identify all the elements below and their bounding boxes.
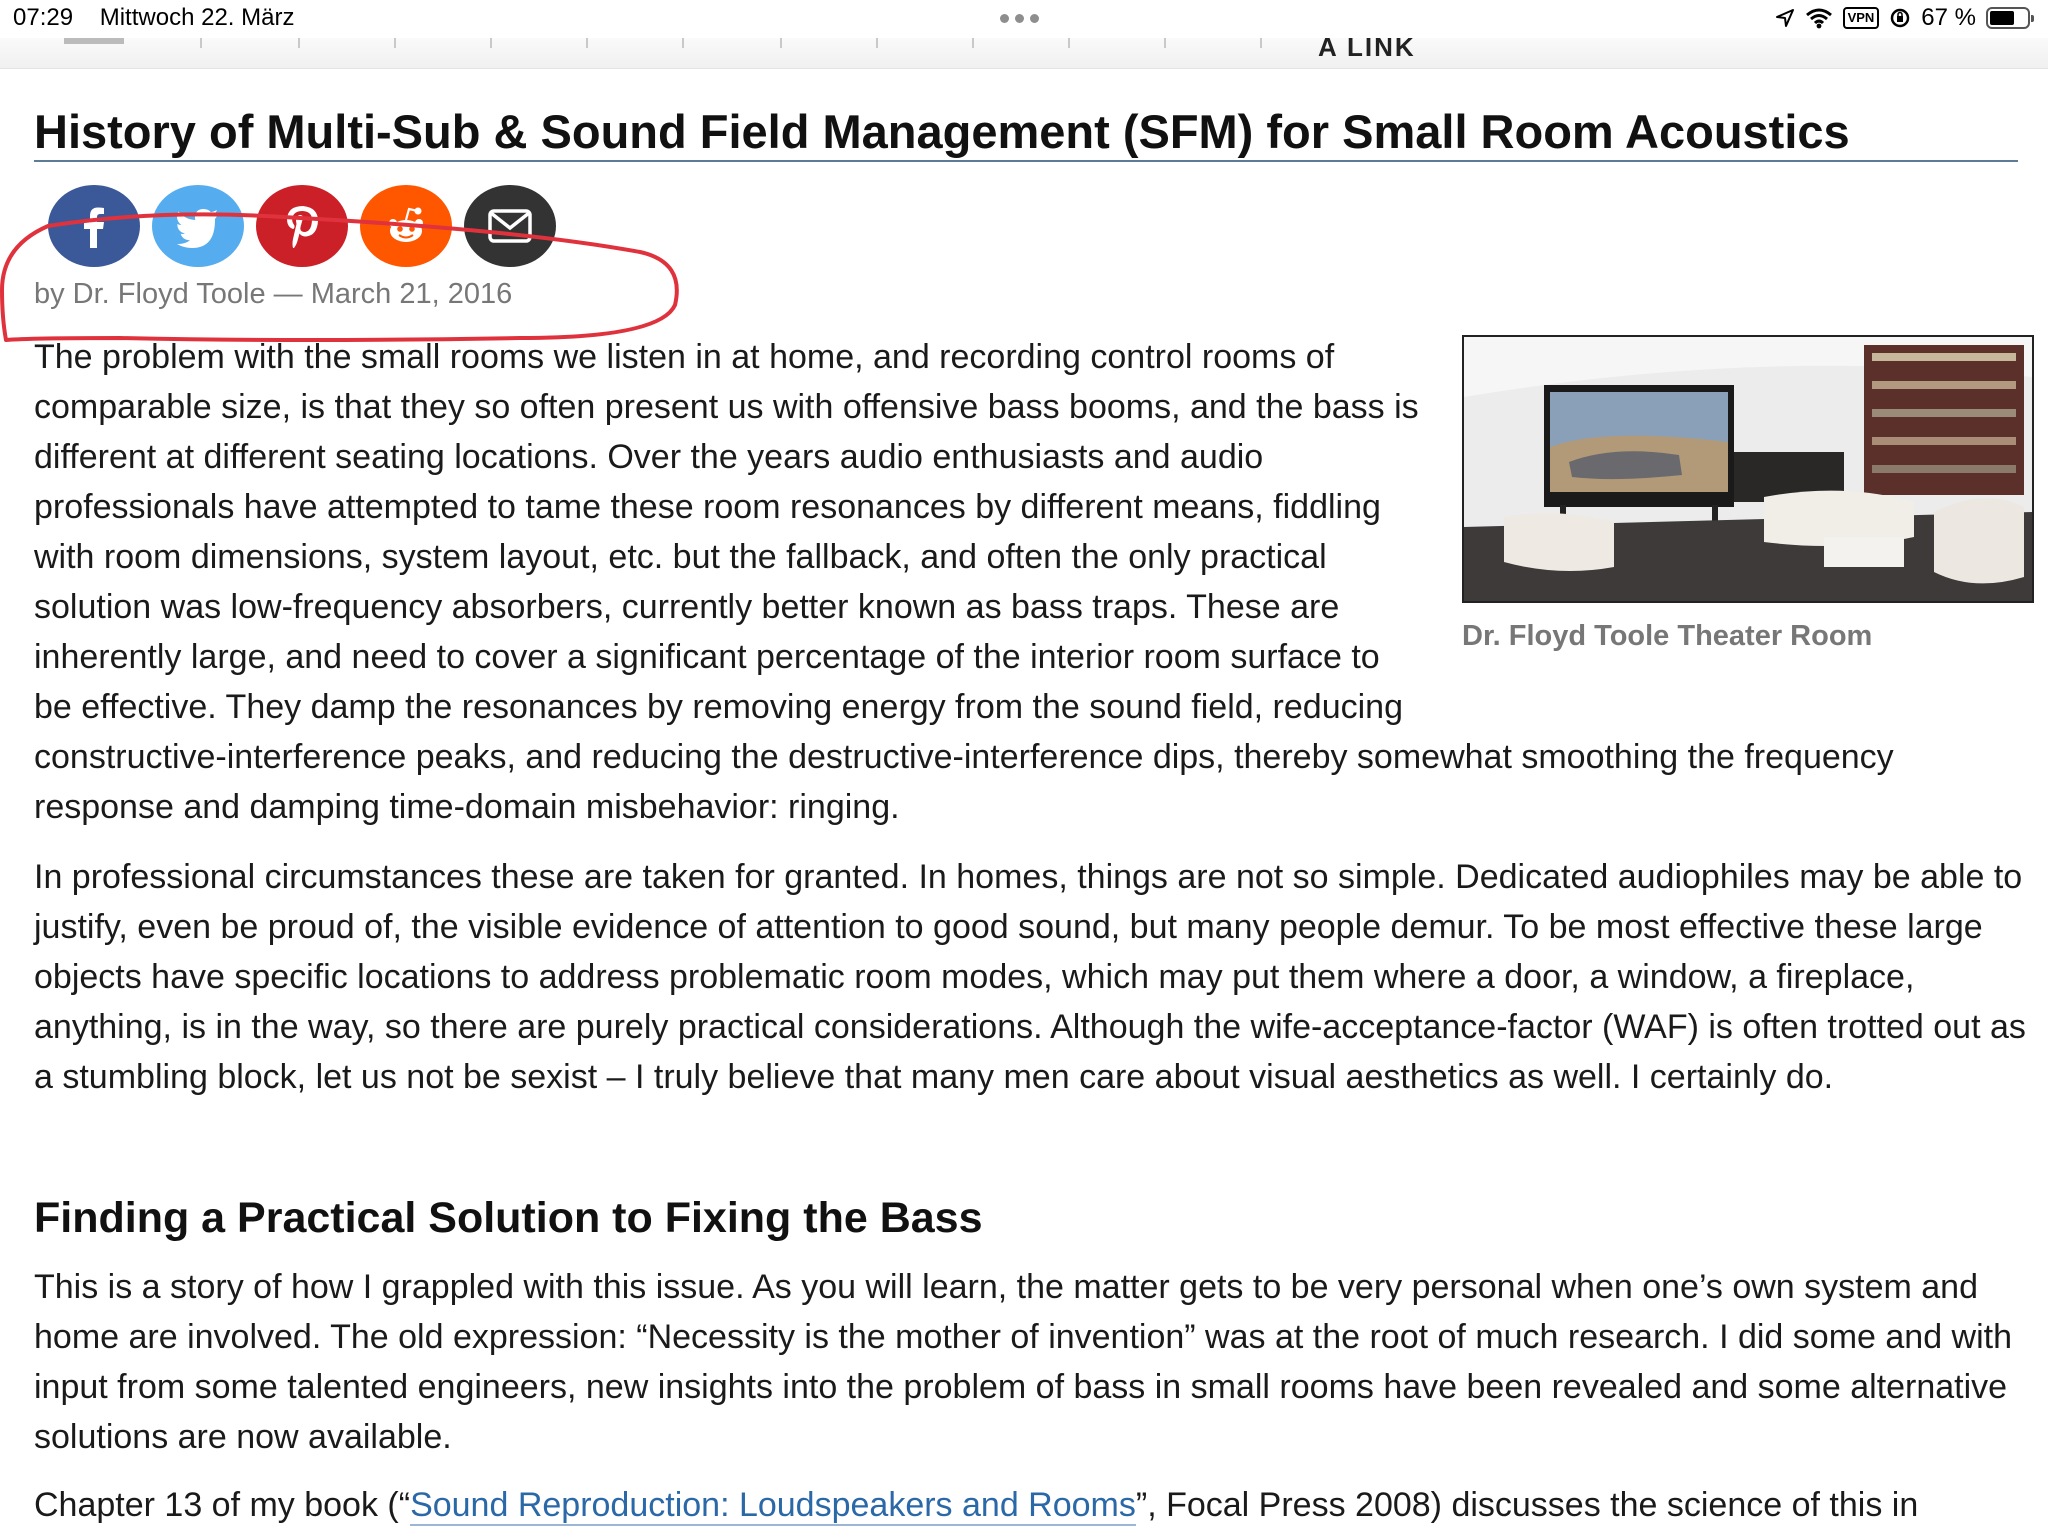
battery-percent: 67 %	[1921, 4, 1976, 31]
status-date: Mittwoch 22. März	[99, 4, 295, 31]
nav-separator	[876, 38, 878, 48]
orientation-lock-icon	[1889, 7, 1911, 29]
book-link[interactable]: Sound Reproduction: Loudspeakers and Rooms	[410, 1486, 1136, 1524]
brand-fragment[interactable]: A LINK	[1318, 32, 1416, 62]
battery-icon	[1986, 7, 2030, 29]
twitter-share-button[interactable]	[152, 185, 244, 267]
status-left	[13, 4, 314, 32]
paragraph: In professional circumstances these are taken for granted. In homes, things are not so simple. Dedicated audiophiles may be able to justify, even be proud of, the visible evidence of attention to good sound, but many people demur. To be most effective these large objects have specific locations to address problematic room modes, which may put them where a door, a window, a fireplace, anything, is in the way, so there are purely practical considerations. Although the wife-acceptance-factor (WAF) is often trotted out as a stumbling block, let us not be sexist – I truly believe that many men care about visual aesthetics as well. I certainly do.	[34, 858, 2026, 1096]
pinterest-icon	[278, 202, 326, 250]
section-heading: Finding a Practical Solution to Fixing the Bass	[34, 1194, 983, 1242]
nav-separator	[490, 38, 492, 48]
status-bar	[0, 0, 2048, 38]
reddit-icon	[382, 202, 430, 250]
nav-separator	[972, 38, 974, 48]
article-title: History of Multi-Sub & Sound Field Management (SFM) for Small Room Acoustics	[34, 104, 2018, 162]
paragraph	[34, 332, 2034, 832]
nav-separator	[1164, 38, 1166, 48]
status-right	[1775, 4, 2030, 32]
battery-level	[1990, 11, 2014, 25]
paragraph-text: ”, Focal Press 2008) discusses the science of this in	[1135, 1486, 1919, 1524]
wifi-icon	[1805, 7, 1833, 29]
paragraph: This is a story of how I grappled with this issue. As you will learn, the matter gets to be very personal when one’s own system and home are involved. The old expression: “Necessity is the mother of invention” was at the root of much research. I did some and with input from some talented engineers, new insights into the problem of bass in small rooms have been revealed and some alternative solutions are now available.	[34, 1268, 2013, 1456]
paragraph-text: The problem with the small rooms we listen in at home, and recording control rooms of comparable size, is that they so often present us with offensive bass booms, and the bass is different at different seating locations. Over the years audio enthusiasts and audio professionals have attempted to tame these room resonances by different means, fiddling with room dimensions, system layout, etc. but the fallback, and often the only practical solution was low-frequency absorbers, currently better known as bass traps. These are inherently large, and need to cover a significant percentage of the interior room surface to be effective. They damp the resonances by removing energy from the sound field, reducing constructive-interference peaks, and reducing the destructive-interference dips, thereby somewhat smoothing the frequency response and damping time-domain misbehavior: ringing.	[34, 338, 1894, 826]
twitter-icon	[174, 202, 222, 250]
paragraph-text: Chapter 13 of my book (“	[34, 1486, 411, 1524]
room-illustration	[1464, 337, 2032, 601]
article-figure	[1462, 335, 2034, 675]
nav-separator	[298, 38, 300, 48]
share-buttons	[48, 185, 556, 267]
theater-room-photo[interactable]	[1462, 335, 2034, 603]
envelope-icon	[486, 202, 534, 250]
paragraph	[34, 1480, 2034, 1530]
figure-caption: Dr. Floyd Toole Theater Room	[1462, 620, 1873, 652]
facebook-icon	[70, 202, 118, 250]
reddit-share-button[interactable]	[360, 185, 452, 267]
nav-separator	[1260, 38, 1262, 48]
article-byline: by Dr. Floyd Toole — March 21, 2016	[34, 278, 513, 310]
site-navigation	[0, 32, 2048, 69]
nav-separator	[682, 38, 684, 48]
nav-separator	[200, 38, 202, 48]
nav-separator	[780, 38, 782, 48]
facebook-share-button[interactable]	[48, 185, 140, 267]
email-share-button[interactable]	[464, 185, 556, 267]
vpn-badge: VPN	[1843, 7, 1880, 29]
status-time: 07:29	[13, 4, 74, 31]
pinterest-share-button[interactable]	[256, 185, 348, 267]
nav-separator	[586, 38, 588, 48]
site-logo-fragment[interactable]	[64, 38, 124, 44]
nav-separator	[1068, 38, 1070, 48]
nav-separator	[394, 38, 396, 48]
multitasking-dots-icon[interactable]	[1000, 14, 1039, 23]
location-arrow-icon	[1775, 8, 1795, 28]
